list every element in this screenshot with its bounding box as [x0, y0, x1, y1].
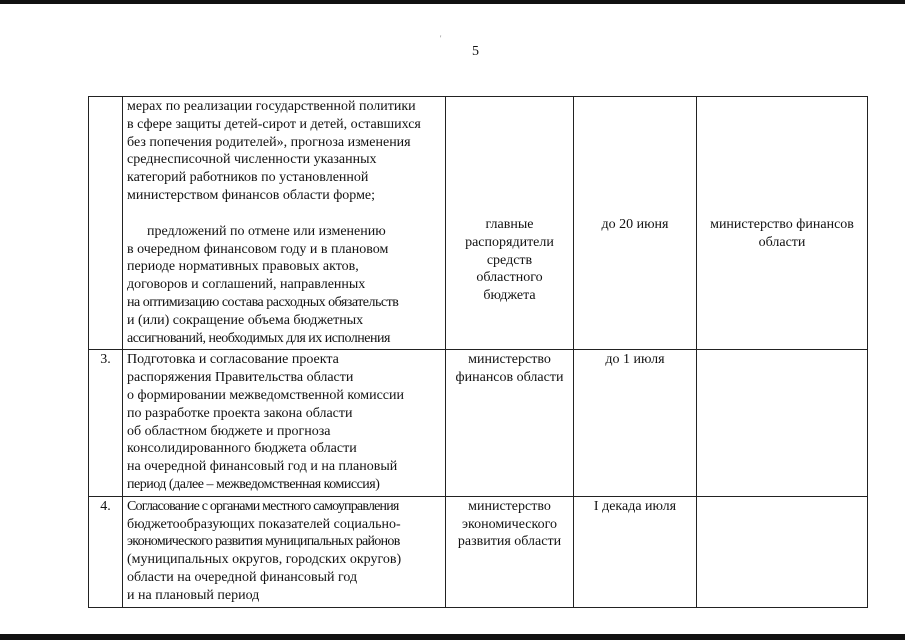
row-responsible — [697, 97, 868, 350]
executor-line: главные — [485, 217, 534, 232]
row-term — [574, 97, 697, 350]
desc-line: без попечения родителей», прогноза изменения — [127, 134, 411, 150]
row-number: 4. — [89, 496, 123, 607]
desc-line: периоде нормативных правовых актов, — [127, 259, 359, 275]
desc-line: экономического развития муниципальных районов — [127, 534, 400, 550]
executor-line: областного — [476, 270, 543, 286]
desc-line: на очередной финансовый год и на плановый — [127, 459, 398, 475]
desc-line: на оптимизацию состава расходных обязательств — [127, 294, 399, 310]
table-row — [89, 97, 868, 350]
row-number: 3. — [89, 350, 123, 496]
plan-table — [88, 96, 868, 608]
desc-line: бюджетообразующих показателей социально- — [127, 516, 401, 532]
row-executors — [446, 97, 574, 350]
row-description — [123, 496, 446, 607]
executor-line: средств — [486, 252, 533, 268]
desc-line: области на очередной финансовый год — [127, 569, 358, 585]
desc-line: и (или) сокращение объема бюджетных — [127, 312, 364, 328]
desc-line: среднесписочной численности указанных — [127, 152, 377, 168]
scan-speck: ' — [440, 34, 442, 43]
desc-line: по разработке проекта закона области — [127, 405, 353, 421]
executor-line: финансов области — [455, 370, 564, 386]
term-text: до 20 июня — [601, 217, 669, 232]
desc-line: консолидированного бюджета области — [127, 441, 357, 457]
desc-line: об областном бюджете и прогноза — [127, 423, 331, 439]
row-responsible — [697, 496, 868, 607]
row-responsible — [697, 350, 868, 496]
responsible-line: области — [758, 234, 806, 250]
desc-line: и на плановый период — [127, 587, 260, 603]
executor-line: министерство — [468, 352, 551, 368]
table-row — [89, 496, 868, 607]
desc-line: мерах по реализации государственной политики — [127, 99, 416, 114]
desc-line: предложений по отмене или изменению — [147, 223, 386, 239]
desc-line: распоряжения Правительства области — [127, 370, 354, 386]
executor-line: экономического — [462, 516, 557, 532]
desc-line: (муниципальных округов, городских округов) — [127, 552, 402, 568]
term-text: до 1 июля — [605, 352, 665, 368]
page-number: 5 — [472, 44, 479, 59]
desc-line: категорий работников по установленной — [127, 170, 369, 186]
scan-bottom-border — [0, 634, 905, 640]
executor-line: министерство — [468, 498, 551, 514]
desc-line: Подготовка и согласование проекта — [127, 352, 339, 368]
executor-line: развития области — [457, 534, 562, 550]
scan-top-border — [0, 0, 905, 4]
desc-line: ассигнований, необходимых для их исполнения — [127, 330, 390, 346]
executor-line: распорядители — [465, 234, 554, 250]
desc-line: в очередном финансовом году и в плановом — [127, 241, 389, 257]
desc-line: министерством финансов области форме; — [127, 187, 376, 203]
desc-line: договоров и соглашений, направленных — [127, 277, 366, 293]
row-description — [123, 350, 446, 496]
desc-line: в сфере защиты детей-сирот и детей, оставшихся — [127, 116, 421, 132]
table-row — [89, 350, 868, 496]
row-term — [574, 496, 697, 607]
desc-line: о формировании межведомственной комиссии — [127, 387, 404, 403]
term-text: I декада июля — [593, 498, 677, 514]
desc-line: Согласование с органами местного самоуправления — [127, 498, 399, 514]
row-description — [123, 97, 446, 350]
desc-line: период (далее – межведомственная комиссия) — [127, 476, 380, 492]
row-executors — [446, 350, 574, 496]
responsible-line: министерство финансов — [710, 217, 854, 232]
row-number — [89, 97, 123, 350]
row-executors — [446, 496, 574, 607]
executor-line: бюджета — [483, 288, 536, 304]
row-term — [574, 350, 697, 496]
